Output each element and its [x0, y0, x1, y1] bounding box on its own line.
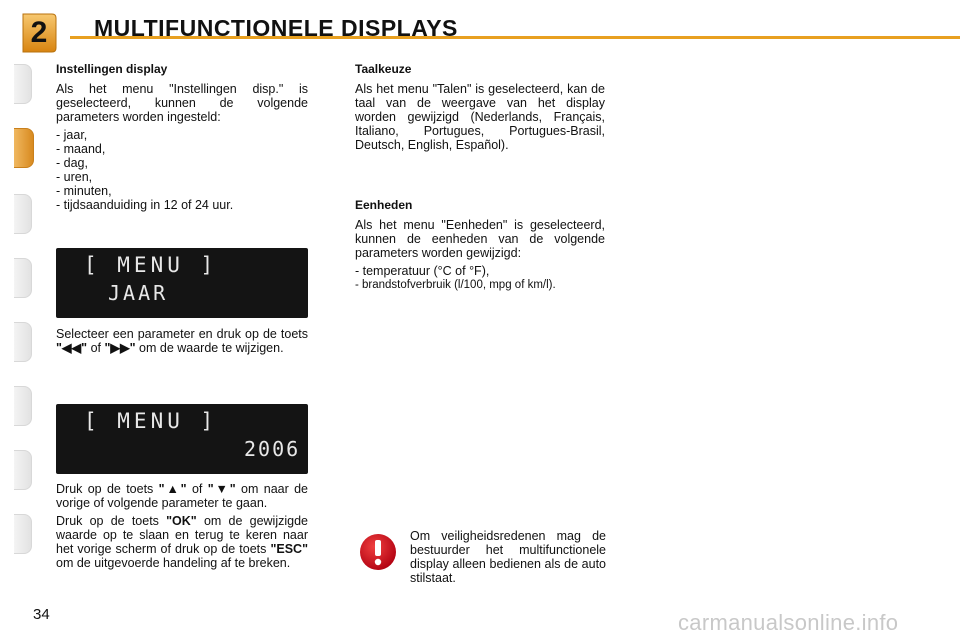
units-heading: Eenheden: [355, 198, 413, 212]
chapter-tab: [14, 258, 32, 298]
esc-key-label: "ESC": [270, 542, 308, 556]
ok-esc-instruction: Druk op de toets "OK" om de gewijzigde waarde op te slaan en terug te keren naar het vorige scherm of druk op de toets "ESC" om de uitgevoerde handeling af te breken.: [56, 514, 308, 570]
chapter-tab: [14, 64, 32, 104]
list-item: - dag,: [56, 156, 88, 170]
lcd-line-1: [ MENU ]: [84, 253, 218, 277]
rewind-key-label: "◀◀": [56, 341, 88, 355]
list-item: - minuten,: [56, 184, 112, 198]
arrow-instruction: Druk op de toets "▲" of "▼" om naar de vorige of volgende parameter te gaan.: [56, 482, 309, 510]
section-heading: Instellingen display: [56, 62, 168, 76]
select-instruction: Selecteer een parameter en druk op de toets "◀◀" of "▶▶" om de waarde te wijzigen.: [56, 327, 308, 355]
watermark: carmanualsonline.info: [678, 610, 899, 635]
lcd-display-value: [56, 404, 308, 474]
list-item: - uren,: [56, 170, 93, 184]
up-key-label: "▲": [158, 482, 187, 496]
chapter-tab: [14, 386, 32, 426]
display-settings-section: [56, 62, 308, 212]
units-text: Als het menu "Eenheden" is geselecteerd, kunnen de eenheden van de volgende parameters worden gewijzigd:: [355, 218, 605, 260]
down-key-label: "▼": [207, 482, 236, 496]
list-item: - temperatuur (°C of °F),: [355, 264, 490, 278]
chapter-tab-strip: [0, 64, 36, 584]
lcd-display-year: [56, 248, 308, 318]
page-title: MULTIFUNCTIONELE DISPLAYS: [94, 15, 458, 41]
navigation-instructions: [56, 482, 308, 574]
warning-exclamation-icon: [359, 533, 397, 571]
right-column: [355, 62, 605, 292]
chapter-tab-active: [14, 128, 34, 168]
chapter-tab: [14, 322, 32, 362]
ok-key-label: "OK": [166, 514, 197, 528]
list-item: - jaar,: [56, 128, 88, 142]
list-item: - brandstofverbruik (l/100, mpg of km/l).: [355, 279, 556, 291]
warning-text: Om veiligheidsredenen mag de bestuurder het multifunctionele display alleen bedienen als de auto stilstaat.: [410, 529, 606, 585]
section-intro: Als het menu "Instellingen disp." is geselecteerd, kunnen de volgende parameters worden ingesteld:: [56, 82, 308, 124]
parameter-list: [56, 128, 308, 212]
chapter-tab: [14, 450, 32, 490]
list-item: - maand,: [56, 142, 106, 156]
language-heading: Taalkeuze: [355, 62, 412, 76]
list-item: - tijdsaanduiding in 12 of 24 uur.: [56, 198, 234, 212]
forward-key-label: "▶▶": [104, 341, 136, 355]
page-number: 34: [33, 606, 50, 623]
chapter-number: 2: [30, 16, 48, 49]
lcd-line-2: JAAR: [108, 281, 169, 305]
chapter-tab: [14, 514, 32, 554]
language-text: Als het menu "Talen" is geselecteerd, kan de taal van de weergave van het display worden gewijzigd (Nederlands, Français, Italiano, Portugues, Portugues-Brasil, Deutsch, English, Español).: [355, 82, 605, 152]
chapter-tab: [14, 194, 32, 234]
lcd-line-1: [ MENU ]: [84, 409, 218, 433]
lcd-line-2: 2006: [244, 437, 301, 461]
